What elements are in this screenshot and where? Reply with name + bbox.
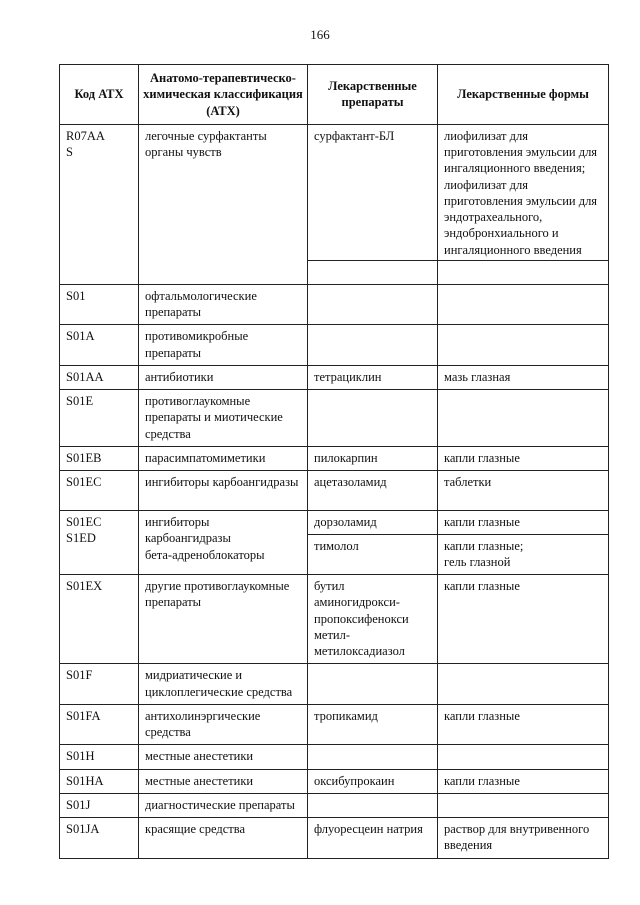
form-cell [438,511,609,575]
atc-code-cell: S01FA [60,704,139,745]
atc-code-cell: S01A [60,325,139,366]
drug-cell [308,793,438,817]
classification-cell: ингибиторы карбоангидразы бета-адреноблокаторы [139,511,308,575]
classification-cell: противомикробные препараты [139,325,308,366]
classification-cell: антихолинэргические средства [139,704,308,745]
drug-cell: флуоресцеин натрия [308,818,438,859]
atc-code-cell: S01AA [60,365,139,389]
empty-subcell [308,260,437,281]
atc-code-cell: S01F [60,664,139,705]
table-header-row [60,65,609,125]
table-row [60,124,609,284]
classification-cell: другие противоглаукомные препараты [139,575,308,664]
form-cell [438,664,609,705]
empty-subcell [438,260,608,281]
drug-text: дорзоламид [314,515,377,529]
classification-cell: антибиотики [139,365,308,389]
form-cell: мазь глазная [438,365,609,389]
form-cell [438,390,609,447]
atc-code-cell: S01JA [60,818,139,859]
table-row [60,793,609,817]
atc-code-cell: S01EC [60,471,139,511]
drug-cell [308,745,438,769]
classification-cell: ингибиторы карбоангидразы [139,471,308,511]
form-text: капли глазные [444,515,520,529]
classification-cell: легочные сурфактанты органы чувств [139,124,308,284]
table-row [60,769,609,793]
drug-cell [308,664,438,705]
drug-cell [308,325,438,366]
table-row [60,471,609,511]
table-row [60,446,609,470]
classification-cell: местные анестетики [139,769,308,793]
table-row [60,325,609,366]
classification-cell: диагностические препараты [139,793,308,817]
classification-cell: противоглаукомные препараты и миотические средства [139,390,308,447]
table-row [60,511,609,575]
form-cell [438,325,609,366]
form-cell: раствор для внутривенного введения [438,818,609,859]
form-cell [438,745,609,769]
atc-code-cell: S01EX [60,575,139,664]
drug-cell [308,390,438,447]
form-cell [438,124,609,284]
atc-code-cell: S01J [60,793,139,817]
drug-cell [308,284,438,325]
drug-cell [308,124,438,284]
form-cell: капли глазные [438,446,609,470]
table-row [60,704,609,745]
classification-cell: офтальмологические препараты [139,284,308,325]
atc-drug-table [59,64,609,859]
form-cell: капли глазные [438,704,609,745]
atc-code-cell: S01H [60,745,139,769]
page-number: 166 [310,27,330,42]
header-drugs: Лекарственные препараты [308,65,438,125]
form-text: капли глазные; гель глазной [438,534,608,574]
atc-code-cell: S01EB [60,446,139,470]
form-cell [438,284,609,325]
classification-cell: красящие средства [139,818,308,859]
atc-code-cell: R07AA S [60,124,139,284]
atc-code-cell: S01EC S1ED [60,511,139,575]
header-atc-code: Код АТХ [60,65,139,125]
table-row [60,818,609,859]
form-cell: капли глазные [438,769,609,793]
table-row [60,745,609,769]
classification-cell: местные анестетики [139,745,308,769]
table-row [60,575,609,664]
drug-text: сурфактант-БЛ [314,128,395,143]
drug-cell: оксибупрокаин [308,769,438,793]
table-row [60,284,609,325]
drug-text: тимолол [308,534,437,574]
atc-code-cell: S01 [60,284,139,325]
form-cell: капли глазные [438,575,609,664]
drug-cell: тетрациклин [308,365,438,389]
table-row [60,365,609,389]
atc-code-cell: S01HA [60,769,139,793]
header-atc-classification: Анатомо-терапевтическо-химическая классификация (АТХ) [139,65,308,125]
drug-cell [308,511,438,575]
classification-cell: мидриатические и циклоплегические средства [139,664,308,705]
table-row [60,664,609,705]
drug-cell: тропикамид [308,704,438,745]
drug-cell: ацетазоламид [308,471,438,511]
drug-cell: пилокарпин [308,446,438,470]
form-cell [438,793,609,817]
header-dosage-forms: Лекарственные формы [438,65,609,125]
classification-cell: парасимпатомиметики [139,446,308,470]
drug-cell: бутил аминогидрокси- пропоксифенокси метил- метилоксадиазол [308,575,438,664]
form-cell: таблетки [438,471,609,511]
atc-code-cell: S01E [60,390,139,447]
form-text: лиофилизат для приготовления эмульсии для ингаляционного введения; лиофилизат для приготовления эмульсии для эндотрахеального, эндобронхиального и ингаляционного введения [444,128,598,257]
table-row [60,390,609,447]
